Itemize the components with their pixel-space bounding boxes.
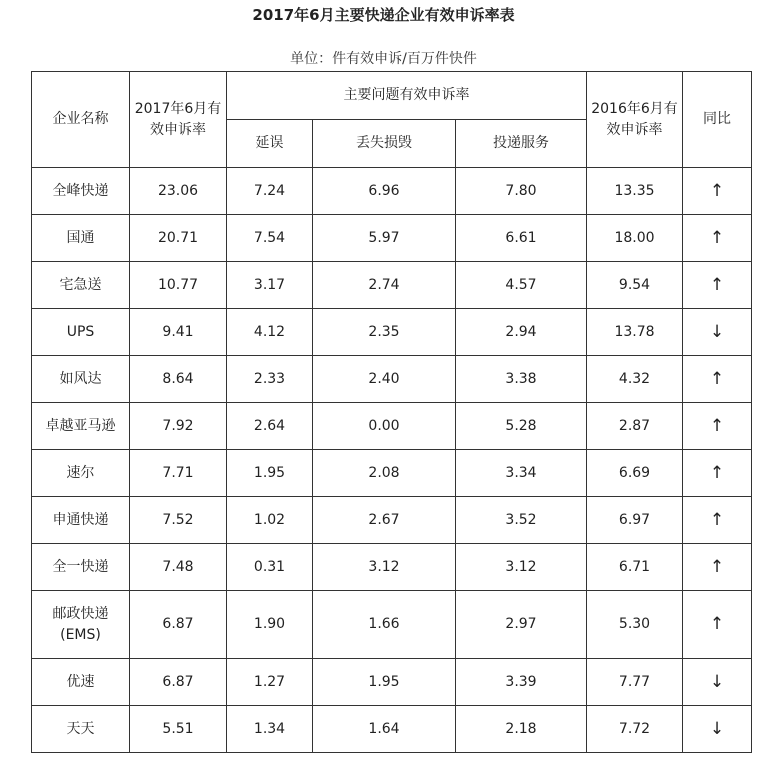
cell-rate-2017: 7.92 — [130, 403, 227, 450]
table-row — [32, 262, 752, 309]
cell-rate-2017: 7.52 — [130, 497, 227, 544]
cell-loss: 2.67 — [313, 497, 456, 544]
cell-loss: 2.35 — [313, 309, 456, 356]
cell-rate-2017: 7.48 — [130, 544, 227, 591]
cell-rate-2017: 23.06 — [130, 168, 227, 215]
cell-rate-2016: 5.30 — [587, 591, 683, 659]
cell-rate-2016: 6.71 — [587, 544, 683, 591]
cell-company: 卓越亚马逊 — [32, 403, 130, 450]
cell-rate-2016: 6.97 — [587, 497, 683, 544]
cell-delivery-service: 3.52 — [456, 497, 587, 544]
table-body — [32, 168, 752, 753]
cell-company: 全峰快递 — [32, 168, 130, 215]
table-row — [32, 356, 752, 403]
cell-delay: 0.31 — [227, 544, 313, 591]
header-company: 企业名称 — [32, 72, 130, 168]
cell-delivery-service: 2.94 — [456, 309, 587, 356]
cell-yoy: ↑ — [683, 262, 752, 309]
cell-delay: 7.54 — [227, 215, 313, 262]
cell-company: 国通 — [32, 215, 130, 262]
cell-yoy: ↓ — [683, 309, 752, 356]
cell-delivery-service: 4.57 — [456, 262, 587, 309]
cell-company: 优速 — [32, 659, 130, 706]
cell-delivery-service: 2.97 — [456, 591, 587, 659]
cell-delay: 1.34 — [227, 706, 313, 753]
cell-rate-2017: 6.87 — [130, 591, 227, 659]
cell-rate-2016: 18.00 — [587, 215, 683, 262]
cell-yoy: ↑ — [683, 168, 752, 215]
cell-loss: 2.08 — [313, 450, 456, 497]
cell-company: 速尔 — [32, 450, 130, 497]
cell-yoy: ↑ — [683, 591, 752, 659]
cell-rate-2016: 2.87 — [587, 403, 683, 450]
table-row — [32, 659, 752, 706]
cell-delivery-service: 7.80 — [456, 168, 587, 215]
cell-rate-2017: 6.87 — [130, 659, 227, 706]
cell-delivery-service: 6.61 — [456, 215, 587, 262]
cell-loss: 2.74 — [313, 262, 456, 309]
cell-rate-2017: 20.71 — [130, 215, 227, 262]
cell-delivery-service: 3.39 — [456, 659, 587, 706]
cell-loss: 1.64 — [313, 706, 456, 753]
cell-delivery-service: 5.28 — [456, 403, 587, 450]
cell-loss: 1.66 — [313, 591, 456, 659]
cell-yoy: ↑ — [683, 450, 752, 497]
cell-delay: 2.33 — [227, 356, 313, 403]
cell-rate-2016: 7.77 — [587, 659, 683, 706]
table-row — [32, 450, 752, 497]
cell-loss: 5.97 — [313, 215, 456, 262]
cell-delay: 1.90 — [227, 591, 313, 659]
cell-rate-2016: 6.69 — [587, 450, 683, 497]
cell-yoy: ↑ — [683, 403, 752, 450]
cell-company: 全一快递 — [32, 544, 130, 591]
cell-delivery-service: 3.12 — [456, 544, 587, 591]
cell-loss: 3.12 — [313, 544, 456, 591]
cell-loss: 6.96 — [313, 168, 456, 215]
cell-delay: 2.64 — [227, 403, 313, 450]
cell-yoy: ↑ — [683, 544, 752, 591]
table-title: 2017年6月主要快递企业有效申诉率表 — [252, 6, 515, 24]
cell-loss: 0.00 — [313, 403, 456, 450]
header-loss: 丢失损毁 — [313, 120, 456, 168]
header-delivery-service: 投递服务 — [456, 120, 587, 168]
table-row — [32, 544, 752, 591]
cell-rate-2016: 7.72 — [587, 706, 683, 753]
cell-delivery-service: 3.38 — [456, 356, 587, 403]
cell-delay: 1.02 — [227, 497, 313, 544]
cell-delay: 7.24 — [227, 168, 313, 215]
cell-company: 宅急送 — [32, 262, 130, 309]
cell-yoy: ↑ — [683, 356, 752, 403]
table-row — [32, 403, 752, 450]
table-row — [32, 309, 752, 356]
header-rate-2016: 2016年6月有 效申诉率 — [587, 72, 683, 168]
cell-rate-2016: 13.35 — [587, 168, 683, 215]
table-row — [32, 215, 752, 262]
cell-rate-2016: 13.78 — [587, 309, 683, 356]
complaint-rate-table — [31, 71, 752, 753]
cell-rate-2017: 9.41 — [130, 309, 227, 356]
cell-loss: 1.95 — [313, 659, 456, 706]
cell-rate-2016: 4.32 — [587, 356, 683, 403]
header-delay: 延误 — [227, 120, 313, 168]
cell-delay: 1.27 — [227, 659, 313, 706]
cell-company: 天天 — [32, 706, 130, 753]
cell-rate-2017: 5.51 — [130, 706, 227, 753]
cell-company: 邮政快递 (EMS) — [32, 591, 130, 659]
header-rate-2017: 2017年6月有 效申诉率 — [130, 72, 227, 168]
cell-company: UPS — [32, 309, 130, 356]
cell-company: 如风达 — [32, 356, 130, 403]
cell-rate-2016: 9.54 — [587, 262, 683, 309]
cell-rate-2017: 8.64 — [130, 356, 227, 403]
cell-company: 申通快递 — [32, 497, 130, 544]
cell-delivery-service: 3.34 — [456, 450, 587, 497]
header-yoy: 同比 — [683, 72, 752, 168]
cell-yoy: ↓ — [683, 706, 752, 753]
cell-delivery-service: 2.18 — [456, 706, 587, 753]
cell-yoy: ↑ — [683, 215, 752, 262]
table-row — [32, 706, 752, 753]
cell-yoy: ↓ — [683, 659, 752, 706]
cell-delay: 4.12 — [227, 309, 313, 356]
cell-rate-2017: 10.77 — [130, 262, 227, 309]
header-main-issues: 主要问题有效申诉率 — [227, 72, 587, 120]
cell-delay: 1.95 — [227, 450, 313, 497]
table-row — [32, 591, 752, 659]
table-row — [32, 168, 752, 215]
cell-yoy: ↑ — [683, 497, 752, 544]
cell-loss: 2.40 — [313, 356, 456, 403]
cell-rate-2017: 7.71 — [130, 450, 227, 497]
unit-note: 单位：件有效申诉/百万件快件 — [290, 51, 477, 67]
table-row — [32, 497, 752, 544]
cell-delay: 3.17 — [227, 262, 313, 309]
